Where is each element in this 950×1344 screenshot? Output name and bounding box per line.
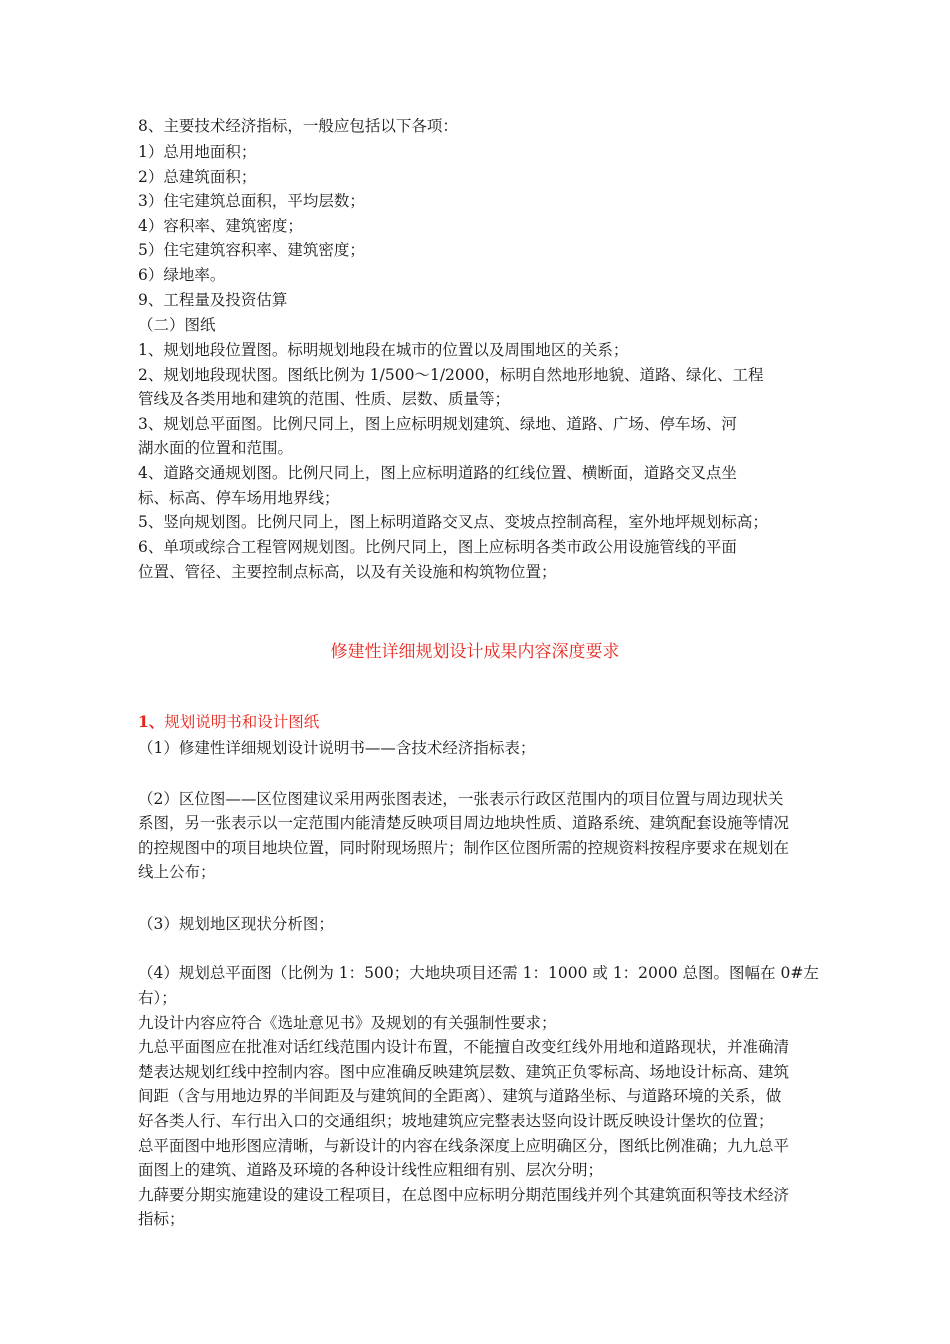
text-line: （1）修建性详细规划设计说明书——含技术经济指标表； [138, 739, 536, 757]
text-line: （4）规划总平面图（比例为 1：500；大地块项目还需 1：1000 或 1：2000 总图。图幅在 0#左 [138, 964, 819, 982]
text-line: （3）规划地区现状分析图； [138, 915, 334, 933]
text-line: 3）住宅建筑总面积，平均层数； [138, 192, 365, 210]
text-line: 6、单项或综合工程管网规划图。比例尺同上，图上应标明各类市政公用设施管线的平面 [138, 538, 737, 556]
text-line: 2）总建筑面积； [138, 168, 257, 186]
text-line: 线上公布； [138, 863, 216, 881]
text-line: 2、规划地段现状图。图纸比例为 1/500～1/2000，标明自然地形地貌、道路、绿化、工程 [138, 366, 764, 384]
section-title: 修建性详细规划设计成果内容深度要求 [330, 642, 620, 662]
text-line: 总平面图中地形图应清晰，与新设计的内容在线条深度上应明确区分，图纸比例准确；九九总平 [138, 1137, 790, 1155]
text-line: 的控规图中的项目地块位置，同时附现场照片；制作区位图所需的控规资料按程序要求在规划在 [138, 839, 790, 857]
text-line: 5）住宅建筑容积率、建筑密度； [138, 241, 365, 259]
text-line: （二）图纸 [138, 316, 216, 334]
text-line: 9、工程量及投资估算 [138, 291, 288, 309]
text-line: 位置、管径、主要控制点标高，以及有关设施和构筑物位置； [138, 563, 557, 581]
text-line: 3、规划总平面图。比例尺同上，图上应标明规划建筑、绿地、道路、广场、停车场、河 [138, 415, 737, 433]
heading-number: 1、 [138, 712, 165, 731]
text-line: （2）区位图——区位图建议采用两张图表述，一张表示行政区范围内的项目位置与周边现状关 [138, 790, 784, 808]
text-line: 1、规划地段位置图。标明规划地段在城市的位置以及周围地区的关系； [138, 341, 629, 359]
text-line: 标、标高、停车场用地界线； [138, 489, 340, 507]
text-line: 湖水面的位置和范围。 [138, 439, 294, 457]
text-line: 1）总用地面积； [138, 143, 257, 161]
text-line: 8、主要技术经济指标，一般应包括以下各项： [138, 117, 458, 135]
text-line: 指标； [138, 1210, 185, 1228]
text-line: 九薛要分期实施建设的建设工程项目，在总图中应标明分期范围线并列个其建筑面积等技术经济 [138, 1186, 790, 1204]
text-line: 好各类人行、车行出入口的交通组织；坡地建筑应完整表达竖向设计既反映设计堡坎的位置； [138, 1112, 774, 1130]
text-line: 5、竖向规划图。比例尺同上，图上标明道路交叉点、变坡点控制高程，室外地坪规划标高； [138, 513, 768, 531]
text-line: 4）容积率、建筑密度； [138, 217, 303, 235]
text-line: 九总平面图应在批准对话红线范围内设计布置，不能擅自改变红线外用地和道路现状，并准确清 [138, 1038, 790, 1056]
text-line: 6）绿地率。 [138, 266, 226, 284]
text-line: 4、道路交通规划图。比例尺同上，图上应标明道路的红线位置、横断面，道路交叉点坐 [138, 464, 737, 482]
text-line: 间距（含与用地边界的半间距及与建筑间的全距离）、建筑与道路坐标、与道路环境的关系，做 [138, 1087, 782, 1105]
text-line: 管线及各类用地和建筑的范围、性质、层数、质量等； [138, 390, 511, 408]
heading-text: 规划说明书和设计图纸 [164, 713, 320, 731]
subsection-heading [138, 712, 319, 732]
text-line: 系图，另一张表示以一定范围内能清楚反映项目周边地块性质、道路系统、建筑配套设施等情况 [138, 814, 790, 832]
text-line: 面图上的建筑、道路及环境的各种设计线性应粗细有别、层次分明； [138, 1161, 604, 1179]
text-line: 九设计内容应符合《选址意见书》及规划的有关强制性要求； [138, 1014, 557, 1032]
text-line: 楚表达规划红线中控制内容。图中应准确反映建筑层数、建筑正负零标高、场地设计标高、建筑 [138, 1063, 790, 1081]
text-line: 右）； [138, 989, 177, 1007]
